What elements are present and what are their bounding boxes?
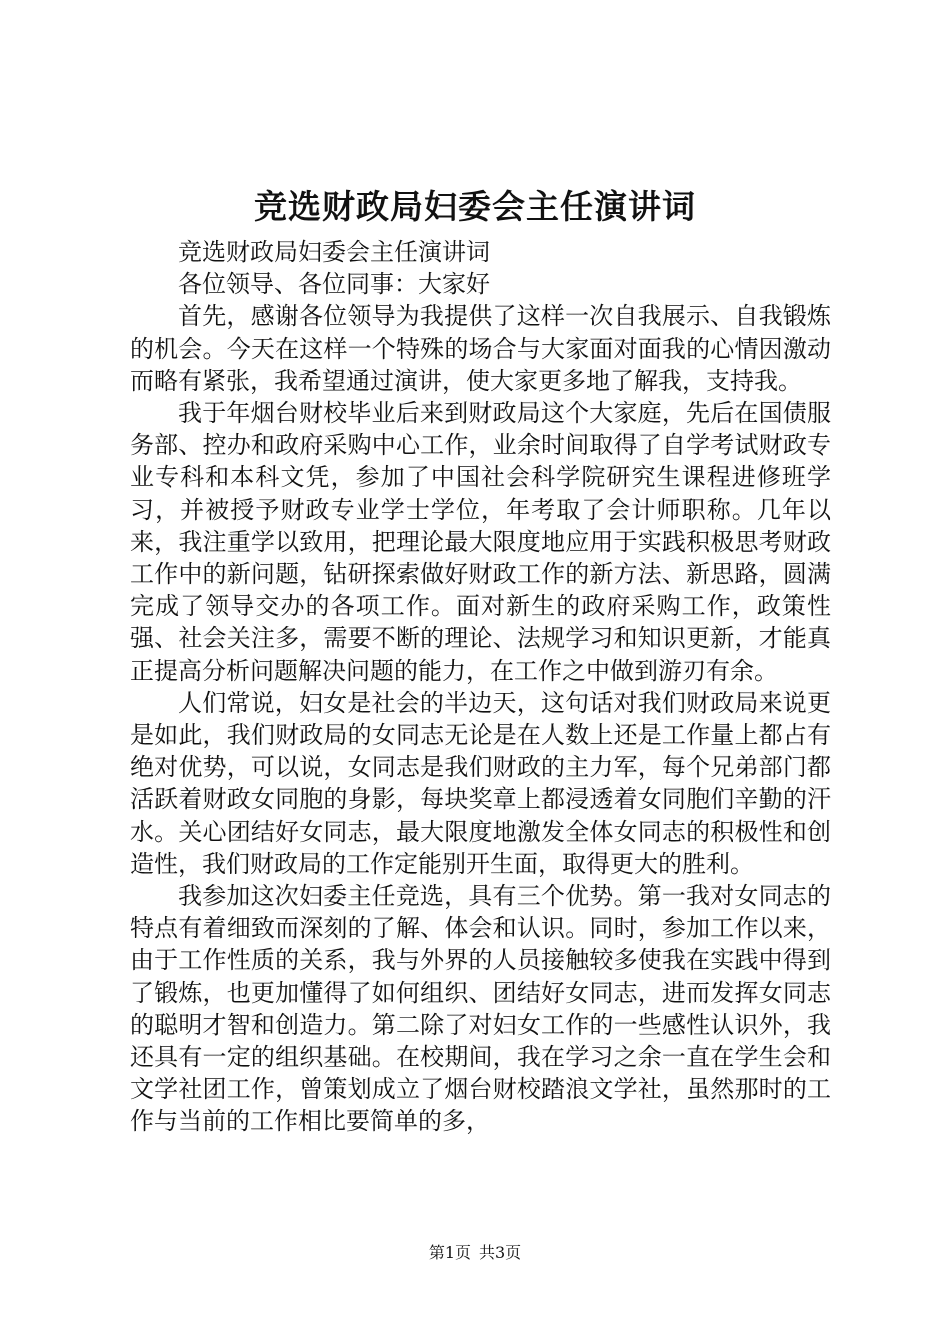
paragraph-background: 我于年烟台财校毕业后来到财政局这个大家庭，先后在国债服务部、控办和政府采购中心工作，业余时间取得了自学考试财政专业专科和本科文凭，参加了中国社会科学院研究生课程进修班学习，并被授予财政专业学士学位，年考取了会计师职称。几年以来，我注重学以致用，把理论最大限度地应用于实践积极思考财政工作中的新问题，钻研探索做好财政工作的新方法、新思路，圆满完成了领导交办的各项工作。面对新生的政府采购工作，政策性强、社会关注多，需要不断的理论、法规学习和知识更新，才能真正提高分析问题解决问题的能力，在工作之中做到游刃有余。 bbox=[130, 399, 831, 685]
page-total: 共3页 bbox=[479, 1243, 522, 1262]
paragraph-advantages: 我参加这次妇委主任竞选，具有三个优势。第一我对女同志的特点有着细致而深刻的了解、体会和认识。同时，参加工作以来，由于工作性质的关系，我与外界的人员接触较多使我在实践中得到了锻炼，也更加懂得了如何组织、团结好女同志，进而发挥女同志的聪明才智和创造力。第二除了对妇女工作的一些感性认识外，我还具有一定的组织基础。在校期间，我在学习之余一直在学生会和文学社团工作，曾策划成立了烟台财校踏浪文学社，虽然那时的工作与当前的工作相比要简单的多， bbox=[130, 882, 831, 1136]
paragraph-subtitle: 竞选财政局妇委会主任演讲词 bbox=[178, 238, 490, 266]
document-body bbox=[130, 236, 831, 1138]
paragraph-women-role: 人们常说，妇女是社会的半边天，这句话对我们财政局来说更是如此，我们财政局的女同志无论是在人数上还是工作量上都占有绝对优势，可以说，女同志是我们财政的主力军，每个兄弟部门都活跃着财政女同胞的身影，每块奖章上都浸透着女同胞们辛勤的汗水。关心团结好女同志，最大限度地激发全体女同志的积极性和创造性，我们财政局的工作定能别开生面，取得更大的胜利。 bbox=[130, 688, 831, 878]
page-number: 第1页 bbox=[428, 1243, 471, 1262]
page-footer bbox=[0, 1241, 950, 1265]
paragraph-greeting: 各位领导、各位同事：大家好 bbox=[178, 270, 490, 299]
document-title: 竞选财政局妇委会主任演讲词 bbox=[254, 187, 696, 226]
paragraph-opening: 首先，感谢各位领导为我提供了这样一次自我展示、自我锻炼的机会。今天在这样一个特殊的场合与大家面对面我的心情因激动而略有紧张，我希望通过演讲，使大家更多地了解我，支持我。 bbox=[130, 302, 831, 395]
